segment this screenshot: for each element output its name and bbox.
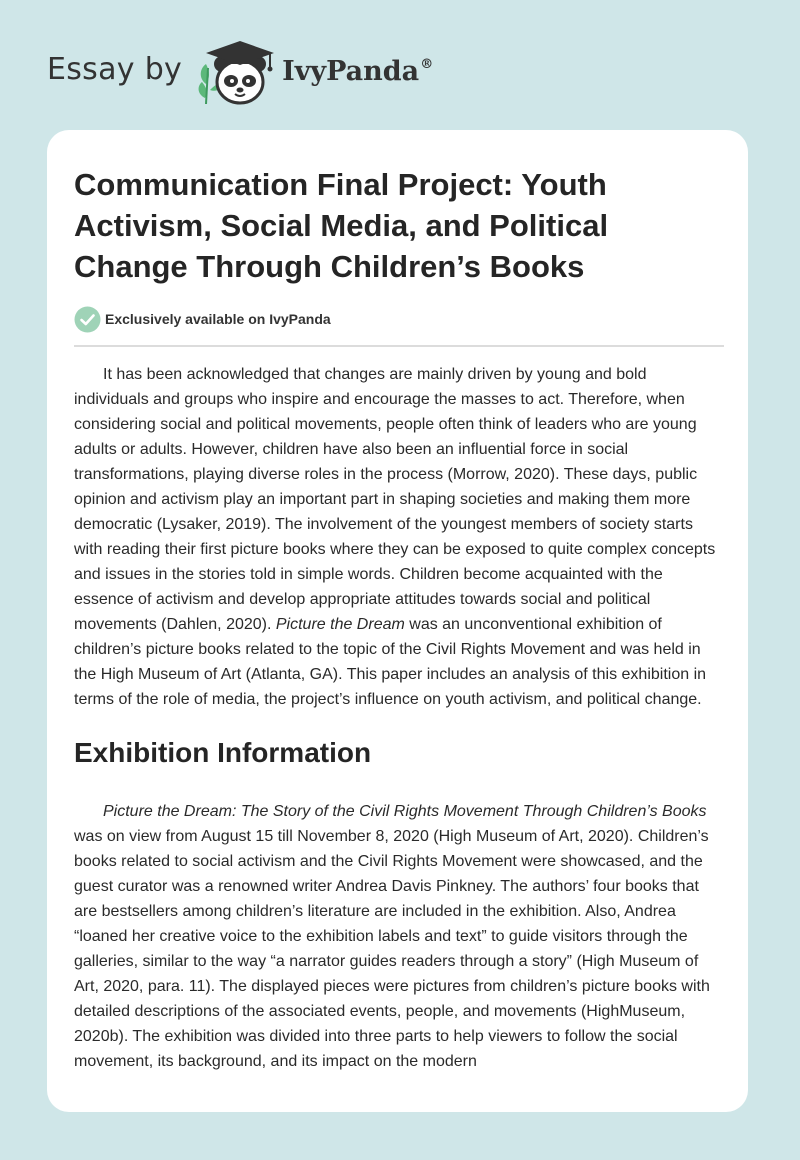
brand-prefix: Essay by xyxy=(47,51,183,87)
exclusive-badge xyxy=(74,305,724,333)
exclusive-badge-text: Exclusively available on IvyPanda xyxy=(105,311,331,327)
paragraph-intro-part-1: It has been acknowledged that changes are mainly driven by young and bold individuals and groups who inspire and encourage the masses to act. Therefore, when considering social and political movements, people often think of leaders who are young adults or adults. However, children have also been an influential force in social transformations, playing diverse roles in the process (Morrow, 2020). These days, public opinion and activism play an important part in shaping societies and making them more democratic (Lysaker, 2019). The involvement of the youngest members of society starts with reading their first picture books where they can be exposed to quite complex concepts and issues in the stories told in simple words. Children become acquainted with the essence of activism and develop appropriate attitudes towards social and political movements (Dahlen, 2020). xyxy=(74,366,716,633)
panda-graduate-icon[interactable] xyxy=(196,38,280,108)
essay-content xyxy=(74,164,724,1074)
paragraph-exhibition-emphasis: Picture the Dream: The Story of the Civil Rights Movement Through Children’s Books xyxy=(103,803,707,820)
section-heading: Exhibition Information xyxy=(74,737,372,768)
paragraph-exhibition xyxy=(74,799,724,1074)
paragraph-intro-part-2: was an unconventional exhibition of children’s picture books related to the topic of the Civil Rights Movement and was held in the High Museum of Art (Atlanta, GA). This paper includes an analysis of this exhibition in terms of the role of media, the project’s influence on youth activism, and political change. xyxy=(74,616,707,708)
paragraph-intro-emphasis: Picture the Dream xyxy=(275,616,405,633)
registered-mark: ® xyxy=(420,56,434,72)
essay-card xyxy=(47,130,748,1112)
divider xyxy=(74,345,724,347)
brand-header xyxy=(47,38,433,108)
brand-name-text: IvyPanda xyxy=(282,55,420,87)
essay-title: Communication Final Project: Youth Activism, Social Media, and Political Change Through Children’s Books xyxy=(74,167,609,284)
check-circle-icon xyxy=(74,306,101,333)
paragraph-exhibition-text: was on view from August 15 till November 8, 2020 (High Museum of Art, 2020). Children’s books related to social activism and the Civil Rights Movement were showcased, and the guest curator was a renowned writer Andrea Davis Pinkney. The authors’ four books that are bestsellers among children’s literature are included in the exhibition. Also, Andrea “loaned her creative voice to the exhibition labels and text” to guide visitors through the galleries, similar to the way “a narrator guides readers through a story” (High Museum of Art, 2020, para. 11). The displayed pieces were pictures from children’s picture books with detailed descriptions of the associated events, people, and movements (HighMuseum, 2020b). The exhibition was divided into three parts to help viewers to follow the social movement, its background, and its impact on the modern xyxy=(74,828,710,1070)
paragraph-intro xyxy=(74,362,724,712)
brand-name xyxy=(282,56,433,87)
